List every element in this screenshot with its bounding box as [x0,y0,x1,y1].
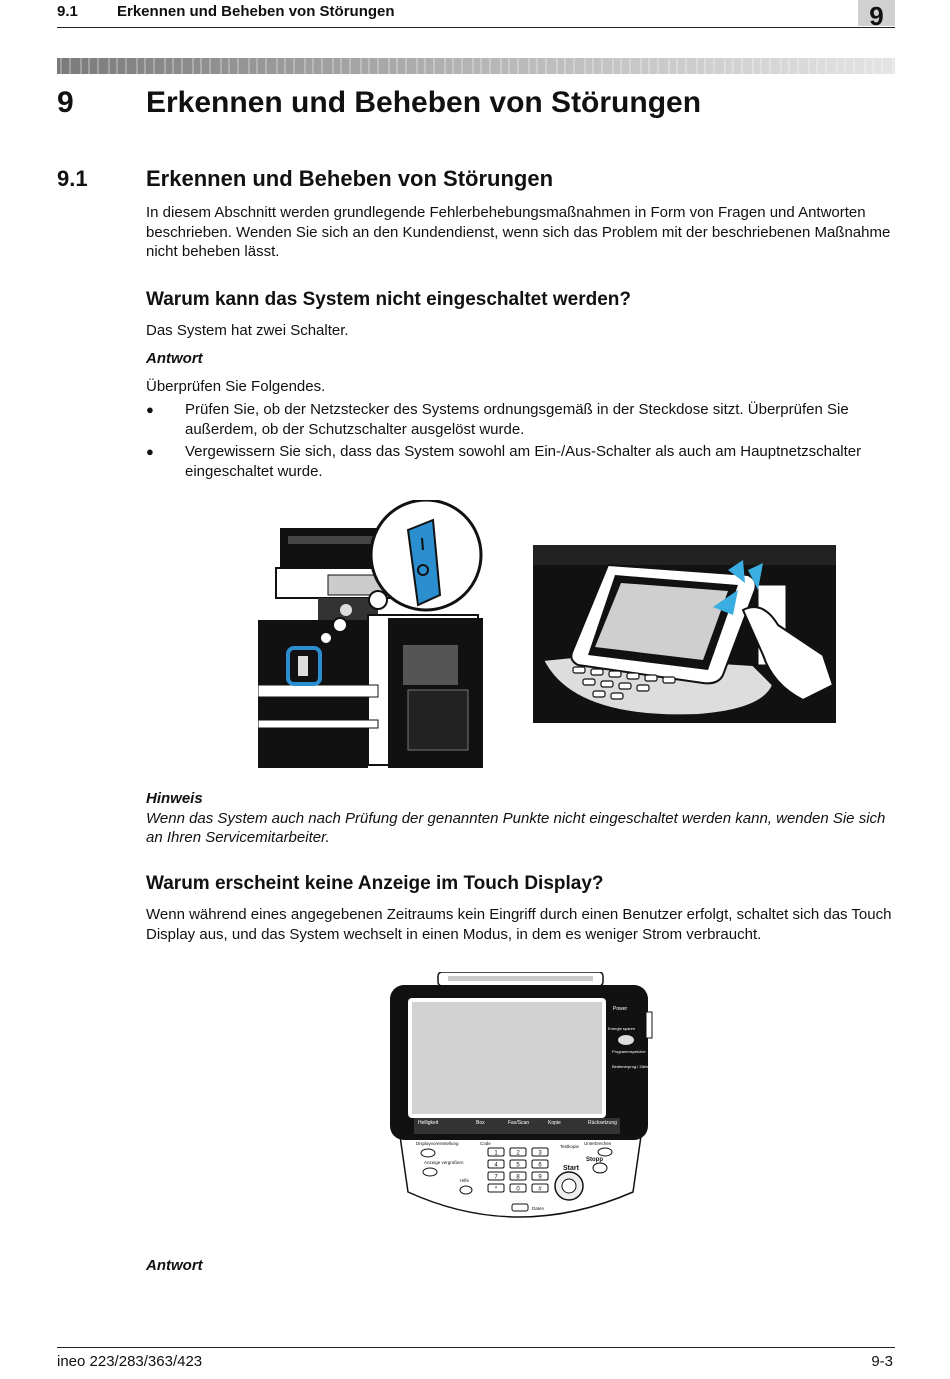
panel-kopie-label: Kopie [548,1120,561,1126]
section-number: 9.1 [57,166,88,191]
bullet-item-2: Vergewissern Sie sich, dass das System sowohl am Ein-/Aus-Schalter als auch am Hauptnetzschalter eingeschaltet wurde. [185,443,862,480]
question-1-context: Das System hat zwei Schalter. [146,322,349,339]
panel-box-label: Box [476,1120,485,1126]
keypad-key-label: 2 [516,1150,520,1157]
footer-rule [57,1347,895,1348]
keypad-key-label: 5 [516,1162,520,1169]
section-intro: In diesem Abschnitt werden grundlegende Fehlerbehebungsmaßnahmen in Form von Fragen und Antworten beschrieben. Wenden Sie sich an den Kundendienst, wenn sich das Problem mit der beschriebenen Maßnahme nicht beheben lässt. [146,204,891,260]
question-2-text: Wenn während eines angegebenen Zeitraums kein Eingriff durch einen Benutzer erfolgt, schaltet sich das Touch Display aus, und das System wechselt in einen Modus, in dem es weniger Strom verbraucht. [146,906,892,943]
answer-1-intro: Überprüfen Sie Folgendes. [146,378,326,395]
panel-anzeige-label: Anzeige vergrößern [424,1160,464,1165]
keypad-key-label: 6 [538,1162,542,1169]
panel-helligkeit-label: Helligkeit [418,1120,439,1126]
panel-code-label: Code [480,1141,491,1146]
answer-1-label: Antwort [146,350,203,367]
decorative-barcode-bar [57,58,895,74]
keypad-key-label: 1 [494,1150,498,1157]
panel-daten-label: Daten [532,1206,545,1211]
panel-unterbrechen-label: Unterbrechen [584,1141,612,1146]
panel-ruecksetzung-label: Rücksetzung [588,1120,617,1126]
bullet-item-1: Prüfen Sie, ob der Netzstecker des Systems ordnungsgemäß in der Steckdose sitzt. Überprüfen Sie außerdem, ob der Schutzschalter ausgelöst wurde. [185,401,849,438]
chapter-tab [858,0,895,31]
control-panel-illustration [388,972,653,1224]
chapter-title: Erkennen und Beheben von Störungen [146,86,702,119]
panel-testkopie-label: Testkopie [560,1144,580,1149]
panel-fax-label: Fax/Scan [508,1120,530,1126]
question-2-heading: Warum erscheint keine Anzeige im Touch Display? [146,873,604,894]
bullet-marker: ● [146,402,154,417]
panel-energie-label: Energie sparen [608,1026,636,1031]
panel-start-label: Start [563,1165,579,1172]
header-title: Erkennen und Beheben von Störungen [117,3,395,20]
note-text: Wenn das System auch nach Prüfung der genannten Punkte nicht eingeschaltet werden kann, wenden Sie sich an Ihren Servicemitarbeiter. [146,810,886,846]
footer-page-number: 9-3 [871,1353,893,1370]
chapter-tab-number: 9 [869,1,884,31]
header-rule [57,27,895,28]
keypad-key-label: 7 [494,1174,498,1181]
header-section-number: 9.1 [57,3,78,20]
section-title: Erkennen und Beheben von Störungen [146,166,554,191]
note-label: Hinweis [146,790,203,807]
keypad-key-label: # [538,1186,542,1193]
panel-display-label: Displayvoreinstellung [416,1141,459,1146]
panel-bediener-label: Bedienerprog./ Zähler [612,1064,651,1069]
panel-programm-label: Programmspeicher [612,1049,646,1054]
keypad-key-label: 3 [538,1150,542,1157]
keypad-key-label: 0 [516,1186,520,1193]
keypad-key-label: 4 [494,1162,498,1169]
bullet-marker: ● [146,444,154,459]
panel-hilfe-label: Hilfe [460,1178,470,1183]
panel-stopp-label: Stopp [586,1157,603,1163]
question-1-heading: Warum kann das System nicht eingeschaltet werden? [146,289,631,310]
machine-main-switch-illustration [258,500,488,768]
keypad-key-label: * [494,1186,498,1193]
footer-model: ineo 223/283/363/423 [57,1353,203,1370]
keypad-key-label: 9 [538,1174,542,1181]
keypad-key-label: 8 [516,1174,520,1181]
chapter-number: 9 [57,86,74,119]
answer-2-label: Antwort [146,1257,203,1274]
control-panel-power-button-illustration [533,545,836,723]
panel-power-label: Power [613,1006,628,1012]
